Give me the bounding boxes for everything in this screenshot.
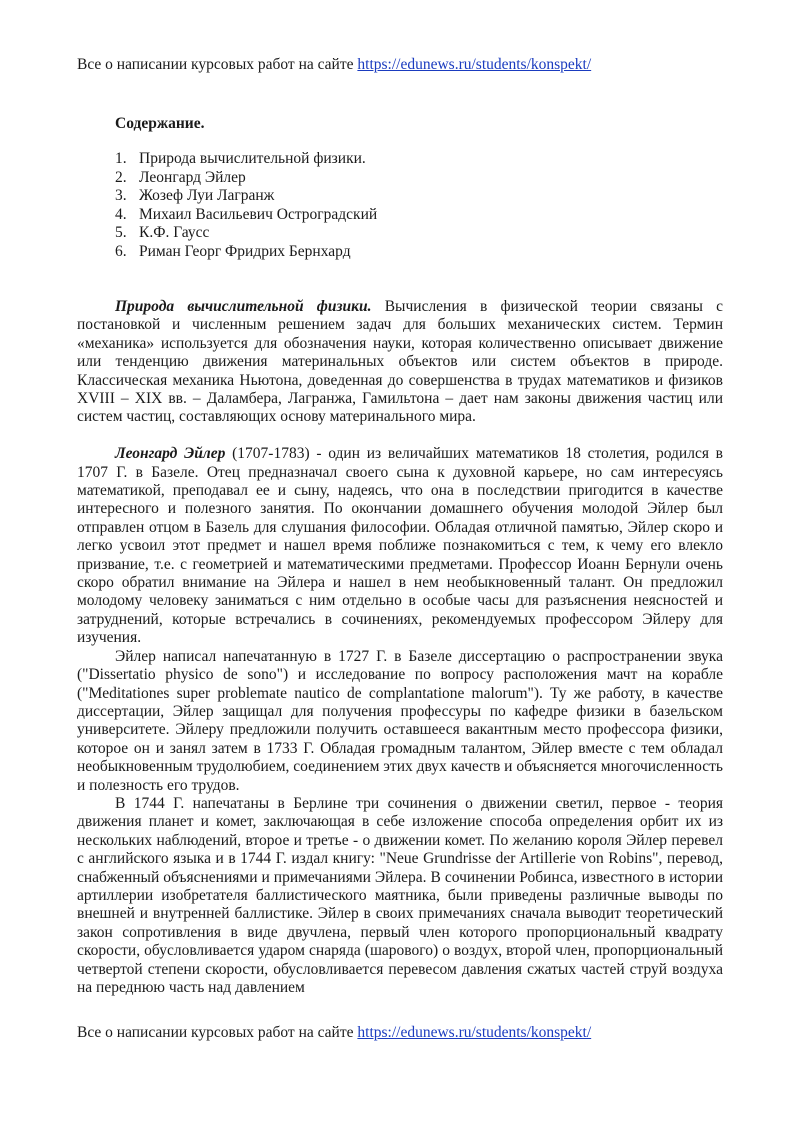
euler-text-1: (1707-1783) - один из величайших математиков 18 столетия, родился в 1707 Г. в Базеле. Отец предназначал своего сына к духовной карьере, но сам интересуясь математикой, преподавал ее и сыну, надеясь, что она в последствии пригодится в качестве интересного и полезного занятия. По окончании домашнего обучения молодой Эйлер был отправлен отцом в Базель для слушания философии. Обладая отличной памятью, Эйлер скоро и легко усвоил этот предмет и нашел время поближе познакомиться с тем, к чему его влекло призвание, т.е. с геометрией и математическими предметами. Профессор Иоанн Бернули очень скоро обратил внимание на Эйлера и нашел в нем необыкновенный талант. Он предложил молодому человеку заниматься с ним отдельно в особые часы для разъяснения неясностей и затруднений, которые встречались в сочинениях, рекомендуемых профессором Эйлеру для изучения.	[77, 445, 723, 647]
toc-item-number: 5.	[115, 224, 127, 242]
toc-item-label: Риман Георг Фридрих Бернхард	[139, 242, 351, 260]
footer-text: Все о написании курсовых работ на сайте	[77, 1024, 358, 1041]
paragraph-euler-intro	[77, 445, 723, 647]
header-text: Все о написании курсовых работ на сайте	[77, 56, 358, 73]
toc-item-label: Михаил Васильевич Остроградский	[139, 205, 378, 223]
paragraph-nature	[77, 298, 723, 427]
toc-item-label: Природа вычислительной физики.	[139, 150, 366, 167]
toc-item-label: Жозеф Луи Лагранж	[139, 187, 275, 205]
toc-item-number: 2.	[115, 168, 127, 186]
toc-item-number: 6.	[115, 242, 127, 260]
paragraph-euler-dissertation: Эйлер написал напечатанную в 1727 Г. в Базеле диссертацию о распространении звука ("Dissertatio physico de sono") и исследование по вопросу расположения мачт на корабле ("Meditationes super problemate nautico de complantatione malorum"). Ту же работу, в качестве диссертации, Эйлер защищал для получения профессуры по кафедре физики в базельском университете. Эйлеру предложили получить оставшееся вакантным место профессора физики, которое он и занял затем в 1733 Г. Обладая громадным талантом, Эйлер вместе с тем обладал необыкновенным трудолюбием, соединением этих двух качеств и объясняется многочисленность и полезность его трудов.	[77, 647, 723, 794]
toc-item	[115, 224, 377, 243]
paragraph-euler-1744: В 1744 Г. напечатаны в Берлине три сочинения о движении светил, первое - теория движения планет и комет, заключающая в себе изложение способа определения орбит их из нескольких наблюдений, второе и третье - о движении комет. По желанию короля Эйлер перевел с английского языка и в 1744 Г. издал книгу: "Neue Grundrisse der Artillerie von Robins", перевод, снабженный объяснениями и примечаниями Эйлера. В сочинении Робинса, известного в истории артиллерии изобретателя баллистического маятника, были приведены различные выводы по внешней и внутренней баллистике. Эйлер в своих примечаниях сначала выводит теоретический закон сопротивления в виде двучлена, первый член которого пропорциональный квадрату скорости, обусловливается ударом снаряда (шарового) о воздух, второй член, пропорциональный четвертой степени скорости, обусловливается перевесом давления сжатых частей струй воздуха на переднюю часть над давлением	[77, 794, 723, 997]
toc-title: Содержание.	[115, 115, 205, 132]
table-of-contents	[115, 150, 377, 262]
toc-item	[115, 243, 377, 262]
nature-text: Вычисления в физической теории связаны с постановкой и численным решением задач для больших механических систем. Термин «механика» используется для обозначения науки, которая количественно описывает движение или тенденцию движения материнальных объектов или систем объектов в природе. Классическая механика Ньютона, доведенная до совершенства в трудах математиков и физиков XVIII – XIX вв. – Даламбера, Лагранжа, Гамильтона – дает нам законы движения частиц или систем частиц, составляющих основу материнального мира.	[77, 298, 723, 426]
document-body	[77, 298, 723, 997]
page-footer	[77, 1024, 591, 1042]
page-header	[77, 56, 591, 74]
footer-link[interactable]: https://edunews.ru/students/konspekt/	[357, 1024, 592, 1041]
header-link[interactable]: https://edunews.ru/students/konspekt/	[357, 56, 592, 73]
toc-item	[115, 187, 377, 206]
toc-item	[115, 206, 377, 225]
toc-item	[115, 169, 377, 188]
toc-item-label: Леонгард Эйлер	[139, 168, 246, 186]
toc-item-number: 4.	[115, 205, 127, 223]
toc-item-number: 3.	[115, 187, 127, 205]
toc-item-label: К.Ф. Гаусс	[139, 224, 210, 242]
toc-item-number: 1.	[115, 150, 127, 167]
nature-lead: Природа вычислительной физики.	[115, 298, 372, 315]
euler-lead: Леонгард Эйлер	[115, 445, 226, 463]
toc-item	[115, 150, 377, 169]
